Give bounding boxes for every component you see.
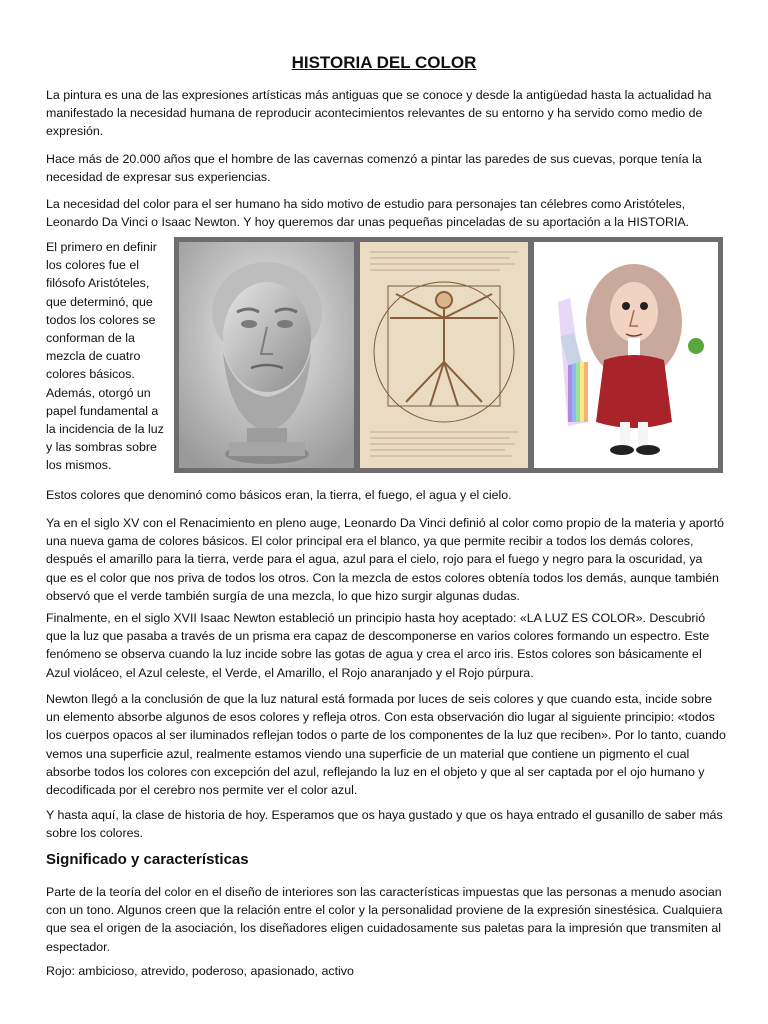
aristotle-colors-line: Estos colores que denominó como básicos eran, la tierra, el fuego, el agua y el cielo. xyxy=(46,488,512,502)
aristotle-paragraph: El primero en definir los colores fue el filósofo Aristóteles, que determinó, que todos los colores se conforman de la mezcla de cuatro colores básicos. Además, otorgó un papel fundamental a la incidencia de la luz y las sombras sobre los mismos. xyxy=(46,240,164,473)
red-traits-line: Rojo: ambicioso, atrevido, poderoso, apasionado, activo xyxy=(46,964,354,978)
vitruvian-man-image xyxy=(360,242,528,468)
intro-paragraph-2: Hace más de 20.000 años que el hombre de las cavernas comenzó a pintar las paredes de sus cuevas, porque tenía la necesidad de expresar sus experiencias. xyxy=(46,152,702,185)
section-heading: Significado y características xyxy=(46,851,249,868)
intro-paragraph-3: La necesidad del color para el ser humano ha sido motivo de estudio para personajes tan célebres como Aristóteles, Leonardo Da Vinci o Isaac Newton. Y hoy queremos dar unas pequeñas pinceladas de su aportación a la HISTORIA. xyxy=(46,197,690,230)
body-paragraph-newton: Finalmente, en el siglo XVII Isaac Newton estableció un principio hasta hoy aceptado: «LA LUZ ES COLOR». Descubrió que la luz que pasaba a través de un prisma era capaz de descomponerse en varios colores formando un espectro. Este fenómeno se observa cuando la luz incide sobre las gotas de agua y crea el arco iris. Estos colores son básicamente el Azul violáceo, el Azul celeste, el Verde, el Amarillo, el Rojo anaranjado y el Rojo púrpura. xyxy=(46,611,710,680)
document-title: HISTORIA DEL COLOR xyxy=(291,53,477,72)
newton-cartoon-image xyxy=(534,242,718,468)
body-paragraph-davinci: Ya en el siglo XV con el Renacimiento en pleno auge, Leonardo Da Vinci definió al color como propio de la materia y aportó una nueva gama de colores básicos. El color principal era el blanco, ya que permite recibir a todos los demás colores, después el amarillo para la tierra, verde para el agua, azul para el cielo, rojo para el fuego y negro para la oscuridad, ya que es el color que nos priva de todos los otros. Con la mezcla de estos colores obtenía todos los demás, aunque también observó que el verde también surgía de una mezcla, lo que hizo surgir algunas dudas. xyxy=(46,516,724,603)
portraits-figure xyxy=(174,237,723,473)
body-paragraph-newton-conclusion: Newton llegó a la conclusión de que la luz natural está formada por luces de seis colores y que cuando esta, incide sobre un elemento absorbe algunos de esos colores y refleja otros. Con esta observación dio lugar al siguiente principio: «todos los cuerpos opacos al ser iluminados reflejan todos o parte de los componentes de la luz que reciben». Por lo tanto, cuando vemos una superficie azul, realmente estamos viendo una superficie de un material que contiene un pigmento el cual absorbe todos los colores con excepción del azul, reflejando la luz en el objeto y que al ser captada por el ojo humano y decodificada por el cerebro nos permite ver el color azul. xyxy=(46,692,726,798)
aristotle-bust-image xyxy=(179,242,354,468)
intro-paragraph-1: La pintura es una de las expresiones artísticas más antiguas que se conoce y desde la antigüedad hasta la actualidad ha manifestado la necesidad humana de reproducir acontecimientos relevantes de su entorno y ha servido como medio de expresión. xyxy=(46,88,712,139)
body-paragraph-closing: Y hasta aquí, la clase de historia de hoy. Esperamos que os haya gustado y que os haya entrado el gusanillo de saber más sobre los colores. xyxy=(46,808,723,841)
section-paragraph: Parte de la teoría del color en el diseño de interiores son las características impuestas que las personas a menudo asocian con un tono. Algunos creen que la relación entre el color y la personalidad proviene de la expresión sinestésica. Cualquiera que sea el origen de la asociación, los diseñadores eligen cuidadosamente sus paletas para la impresión que transmiten al espectador. xyxy=(46,885,723,954)
